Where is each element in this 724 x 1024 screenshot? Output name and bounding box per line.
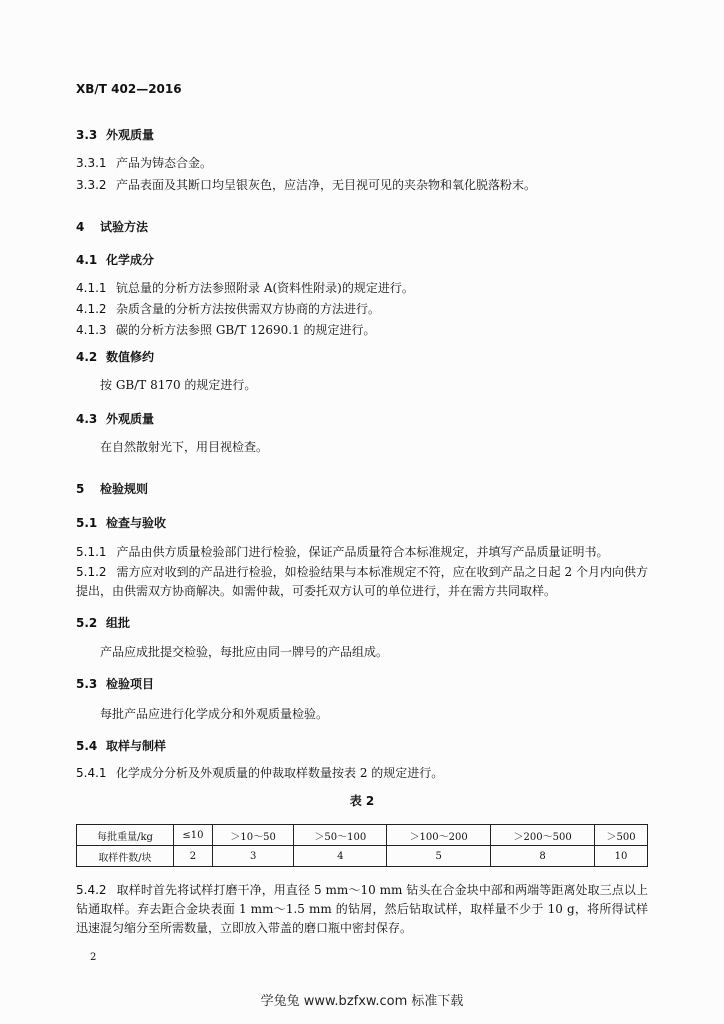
clause-5-4-1 [76,764,443,781]
section-number: 3.3 [76,128,98,142]
footer-watermark: 学兔兔 www.bzfxw.com 标准下载 [260,994,464,1009]
clause-text: 需方应对收到的产品进行检验，如检验结果与本标准规定不符，应在收到产品之日起 2 个月内向供方提出，由供需双方协商解决。如需仲裁，可委托双方认可的单位进行，并在需方共同取样。 [76,565,648,598]
section-number: 5.2 [76,616,98,630]
clause-number: 3.3.2 [76,178,107,192]
clause-4-1-3 [76,321,376,338]
section-5-3-heading [76,675,154,692]
clause-number: 5.1.2 [76,565,107,579]
section-4-1-heading [76,251,154,268]
table-caption: 表 2 [349,794,375,808]
clause-5-4-2 [76,881,648,938]
table-cell: 取样件数/块 [77,846,174,867]
section-5-1-heading [76,514,166,531]
clause-3-3-1 [76,154,212,171]
table-cell: 3 [212,846,294,867]
clause-number: 5.4.2 [76,883,107,897]
section-4-3-text: 在自然散射光下，用目视检查。 [100,440,269,454]
section-title: 化学成分 [106,253,155,267]
clause-3-3-2 [76,176,536,193]
table-cell: ＞50～100 [294,825,387,846]
section-title: 检验规则 [100,482,149,496]
section-3-3-heading [76,126,154,143]
section-title: 取样与制样 [106,739,167,753]
section-title: 外观质量 [106,412,155,426]
section-title: 检查与验收 [106,516,167,530]
table-cell: 每批重量/kg [77,825,174,846]
section-number: 4.2 [76,350,98,364]
clause-number: 5.1.1 [76,545,107,559]
table-row [77,825,648,846]
clause-text: 碳的分析方法参照 GB/T 12690.1 的规定进行。 [116,323,376,337]
table-cell: ＞100～200 [387,825,491,846]
clause-5-1-1 [76,543,648,562]
table-cell: 2 [174,846,213,867]
section-5-4-heading [76,737,166,754]
clause-text: 产品由供方质量检验部门进行检验，保证产品质量符合本标准规定，并填写产品质量证明书。 [116,545,609,559]
section-title: 检验项目 [106,677,155,691]
section-4-heading [76,218,148,235]
clause-text: 钪总量的分析方法参照附录 A(资料性附录)的规定进行。 [116,281,414,295]
section-title: 数值修约 [106,350,155,364]
section-number: 4 [76,220,85,234]
clause-number: 4.1.3 [76,323,107,337]
standard-number: XB/T 402—2016 [76,82,182,96]
clause-text: 取样时首先将试样打磨干净，用直径 5 mm～10 mm 钻头在合金块中部和两端等距离处取三点以上钻通取样。弃去距合金块表面 1 mm～1.5 mm 的钻屑，然后钻取试样，取样量不少于 10 g，将所得试样迅速混匀缩分至所需数量，立即放入带盖的磨口瓶中密封保存。 [76,883,648,935]
section-number: 4.1 [76,253,98,267]
clause-number: 4.1.1 [76,281,107,295]
table-cell: 4 [294,846,387,867]
sampling-table [76,824,648,867]
clause-number: 3.3.1 [76,156,107,170]
section-number: 5 [76,482,85,496]
clause-4-1-2 [76,300,380,317]
section-number: 4.3 [76,412,98,426]
section-4-2-heading [76,348,154,365]
table-cell: 10 [595,846,648,867]
table-cell: 8 [491,846,595,867]
section-5-2-heading [76,614,130,631]
section-5-heading [76,480,148,497]
clause-text: 产品表面及其断口均呈银灰色，应洁净，无目视可见的夹杂物和氧化脱落粉末。 [116,178,537,192]
section-number: 5.1 [76,516,98,530]
page-number: 2 [90,952,97,963]
table-cell: 5 [387,846,491,867]
clause-5-1-2 [76,563,648,601]
section-title: 组批 [106,616,131,630]
section-5-2-text: 产品应成批提交检验，每批应由同一牌号的产品组成。 [100,645,389,659]
clause-number: 5.4.1 [76,766,107,780]
table-cell: ≤10 [174,825,213,846]
table-cell: ＞10～50 [212,825,294,846]
table-cell: ＞500 [595,825,648,846]
section-number: 5.3 [76,677,98,691]
clause-text: 化学成分分析及外观质量的仲裁取样数量按表 2 的规定进行。 [116,766,444,780]
section-4-2-text: 按 GB/T 8170 的规定进行。 [100,378,257,392]
clause-number: 4.1.2 [76,302,107,316]
section-title: 试验方法 [100,220,149,234]
section-4-3-heading [76,410,154,427]
section-title: 外观质量 [106,128,155,142]
clause-text: 杂质含量的分析方法按供需双方协商的方法进行。 [116,302,381,316]
clause-4-1-1 [76,279,414,296]
section-number: 5.4 [76,739,98,753]
table-row [77,846,648,867]
table-cell: ＞200～500 [491,825,595,846]
clause-text: 产品为铸态合金。 [116,156,213,170]
section-5-3-text: 每批产品应进行化学成分和外观质量检验。 [100,707,329,721]
